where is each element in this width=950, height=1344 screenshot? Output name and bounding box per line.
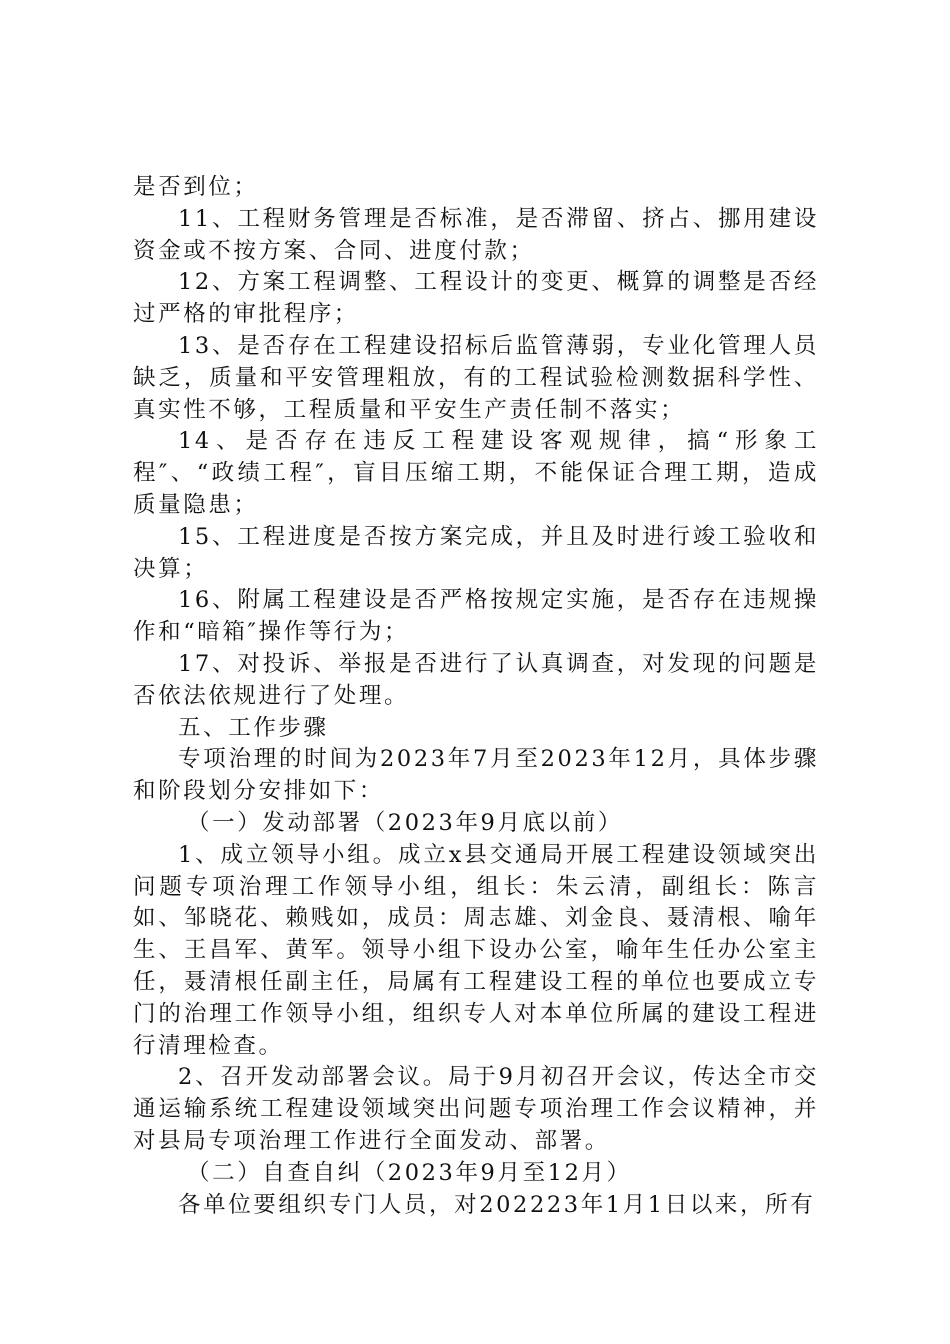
paragraph: 14、是否存在违反工程建设客观规律，搞“形象工程″、“政绩工程″，盲目压缩工期，不能保证合理工期，造成质量隐患； (133, 428, 819, 518)
subsection-heading: （二）自查自纠（2023年9月至12月） (187, 1159, 632, 1186)
paragraph: 1、成立领导小组。成立x县交通局开展工程建设领域突出问题专项治理工作领导小组，组长：朱云清，副组长：陈言如、邹晓花、赖贱如，成员：周志雄、刘金良、聂清根、喻年生、王昌军、黄军。领导小组下设办公室，喻年生任办公室主任，聂清根任副主任，局属有工程建设工程的单位也要成立专门的治理工作领导小组，组织专人对本单位所属的建设工程进行清理检查。 (133, 841, 819, 1059)
paragraph: 12、方案工程调整、工程设计的变更、概算的调整是否经过严格的审批程序； (133, 269, 819, 328)
document-body (133, 172, 819, 1221)
paragraph: 2、召开发动部署会议。局于9月初召开会议，传达全市交通运输系统工程建设领域突出问题专项治理工作会议精神，并对县局专项治理工作进行全面发动、部署。 (133, 1064, 819, 1154)
paragraph: 是否到位； (133, 174, 259, 200)
paragraph: 17、对投诉、举报是否进行了认真调查，对发现的问题是否依法依规进行了处理。 (133, 650, 819, 709)
paragraph: 专项治理的时间为2023年7月至2023年12月，具体步骤和阶段划分安排如下： (133, 746, 819, 805)
section-heading: 五、工作步骤 (178, 714, 329, 741)
paragraph: 11、工程财务管理是否标准，是否滞留、挤占、挪用建设资金或不按方案、合同、进度付款； (133, 205, 819, 264)
paragraph: 16、附属工程建设是否严格按规定实施，是否存在违规操作和“暗箱″操作等行为； (133, 587, 819, 646)
paragraph: 13、是否存在工程建设招标后监管薄弱，专业化管理人员缺乏，质量和平安管理粗放，有的工程试验检测数据科学性、真实性不够，工程质量和平安生产责任制不落实； (133, 332, 819, 423)
paragraph: 15、工程进度是否按方案完成，并且及时进行竣工验收和决算； (133, 523, 819, 582)
paragraph: 各单位要组织专门人员，对202223年1月1日以来，所有 (178, 1191, 816, 1218)
subsection-heading: （一）发动部署（2023年9月底以前） (187, 809, 623, 836)
